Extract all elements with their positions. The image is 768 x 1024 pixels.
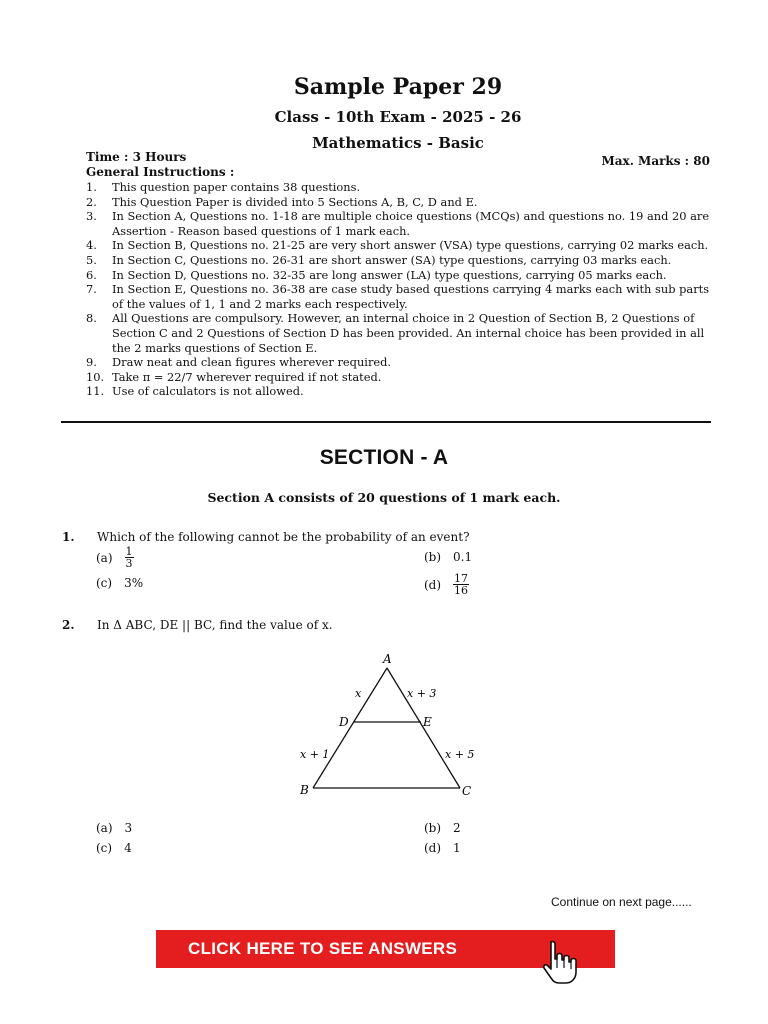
fraction-denominator: 16	[454, 584, 469, 597]
option-value: 3	[124, 821, 133, 835]
instruction-text: In Section E, Questions no. 36-38 are case study based questions carrying 4 marks each with sub parts of the values of 1, 1 and 2 marks each respectively.	[112, 282, 710, 311]
vertex-c-label: C	[462, 784, 472, 798]
instruction-text: In Section D, Questions no. 32-35 are long answer (LA) type questions, carrying 05 marks each.	[112, 267, 667, 282]
length-ae-label: x + 3	[407, 687, 437, 700]
instruction-number: 2.	[86, 194, 97, 209]
instruction-number: 4.	[86, 238, 97, 253]
instruction-text: In Section A, Questions no. 1-18 are multiple choice questions (MCQs) and questions no. 19 and 20 are Assertion - Reason based questions of 1 mark each.	[112, 209, 710, 238]
question-number: 2.	[62, 618, 75, 632]
subject-line: Mathematics - Basic	[312, 134, 484, 152]
instruction-item	[86, 209, 712, 238]
vertex-a-label: A	[383, 652, 392, 666]
option-label: (b)	[424, 821, 442, 835]
instruction-number: 1.	[86, 180, 97, 194]
option-label: (a)	[96, 821, 113, 835]
question-text: In Δ ABC, DE || BC, find the value of x.	[97, 618, 333, 632]
option-value: 4	[124, 841, 132, 855]
instruction-number: 9.	[86, 355, 97, 370]
section-note: Section A consists of 20 questions of 1 mark each.	[207, 490, 561, 505]
instruction-text: Draw neat and clean figures wherever required.	[112, 355, 392, 370]
section-heading: SECTION - A	[319, 446, 449, 469]
instruction-item	[86, 370, 712, 385]
instruction-text: All Questions are compulsory. However, an internal choice in 2 Question of Section B, 2 Questions of Section C and 2 Questions of Section D has been provided. An internal choice has been provided in all the 2 marks questions of Section E.	[112, 311, 705, 355]
instruction-item	[86, 282, 712, 311]
instruction-number: 5.	[86, 252, 97, 267]
instruction-number: 7.	[86, 282, 97, 297]
option-value: 0.1	[453, 550, 473, 564]
vertex-e-label: E	[423, 715, 432, 729]
instruction-item	[86, 355, 712, 370]
option-b	[424, 821, 461, 835]
question-number: 1.	[62, 530, 75, 544]
instruction-text: In Section B, Questions no. 21-25 are very short answer (VSA) type questions, carrying 02 marks each.	[112, 238, 709, 253]
fraction-numerator: 1	[125, 545, 133, 558]
option-c	[96, 576, 143, 590]
instruction-item	[86, 195, 712, 210]
instruction-number: 8.	[86, 311, 97, 326]
instruction-text: Use of calculators is not allowed.	[112, 384, 304, 399]
instruction-item	[86, 311, 712, 355]
option-a	[96, 821, 132, 835]
see-answers-label: CLICK HERE TO SEE ANSWERS	[188, 939, 458, 958]
fraction-denominator: 3	[125, 557, 133, 570]
instruction-item	[86, 384, 712, 399]
instruction-number: 10.	[86, 369, 105, 384]
paper-title: Sample Paper 29	[293, 74, 503, 100]
side-ab	[313, 668, 387, 788]
instruction-text: This question paper contains 38 questions.	[112, 180, 361, 194]
option-label: (a)	[96, 550, 113, 565]
fraction-value	[453, 573, 469, 596]
instruction-text: This Question Paper is divided into 5 Sections A, B, C, D and E.	[112, 194, 478, 209]
option-label: (d)	[424, 577, 442, 592]
instruction-number: 6.	[86, 267, 97, 282]
option-value: 2	[453, 821, 461, 835]
option-label: (c)	[96, 841, 113, 855]
vertex-d-label: D	[339, 715, 349, 729]
option-value: 3%	[124, 576, 144, 590]
length-db-label: x + 1	[300, 748, 330, 761]
section-divider	[61, 421, 711, 423]
instructions-list	[86, 180, 712, 399]
instruction-text: Take π = 22/7 wherever required if not stated.	[112, 369, 382, 384]
option-d	[424, 573, 469, 596]
option-b	[424, 550, 472, 564]
instruction-item	[86, 180, 712, 195]
length-ad-label: x	[355, 687, 362, 700]
instruction-number: 3.	[86, 209, 97, 224]
instruction-item	[86, 268, 712, 283]
instruction-number: 11.	[86, 384, 105, 399]
option-a	[96, 546, 134, 569]
fraction-value	[125, 546, 134, 569]
continue-note: Continue on next page......	[551, 895, 692, 909]
time-allowed: Time : 3 Hours	[86, 150, 187, 164]
instruction-text: In Section C, Questions no. 26-31 are short answer (SA) type questions, carrying 03 marks each.	[112, 252, 672, 267]
option-d	[424, 841, 461, 855]
question-text: Which of the following cannot be the probability of an event?	[97, 530, 470, 544]
triangle-figure	[290, 648, 490, 800]
vertex-b-label: B	[300, 783, 309, 797]
pointing-hand-icon[interactable]	[536, 938, 584, 986]
instruction-item	[86, 238, 712, 253]
option-label: (c)	[96, 576, 113, 590]
option-label: (d)	[424, 841, 442, 855]
option-value: 1	[453, 841, 461, 855]
fraction-numerator: 17	[454, 572, 469, 585]
exam-class-line: Class - 10th Exam - 2025 - 26	[274, 108, 522, 126]
instruction-item	[86, 253, 712, 268]
max-marks: Max. Marks : 80	[601, 154, 710, 168]
option-label: (b)	[424, 550, 442, 564]
instructions-heading: General Instructions :	[86, 165, 235, 179]
length-ec-label: x + 5	[445, 748, 475, 761]
option-c	[96, 841, 132, 855]
